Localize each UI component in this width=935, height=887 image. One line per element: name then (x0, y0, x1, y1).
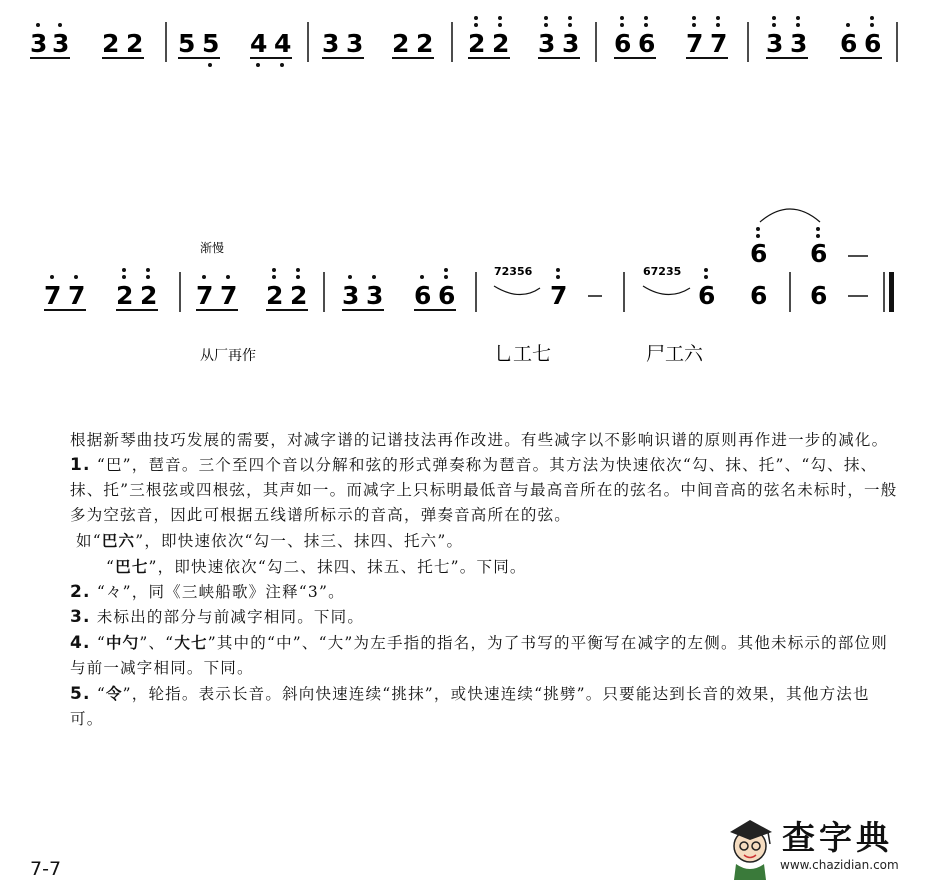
tie (760, 209, 820, 222)
watermark-logo (722, 808, 927, 880)
logo-title: 查字典 (782, 818, 893, 857)
jianpu-score (0, 0, 935, 400)
example-text: ”，即快速依次“勾一、抹三、抹四、托六”。 (135, 532, 464, 550)
item-text: 未标出的部分与前减字相同。下同。 (96, 608, 365, 626)
note: 3 (346, 29, 364, 58)
item-3 (30, 605, 900, 630)
note: 2 (392, 29, 410, 58)
note: 6 (750, 281, 768, 310)
item-glyph: 令 (105, 684, 123, 703)
note: 2 (492, 29, 510, 58)
arpeggio-notes: 72356 (494, 265, 533, 278)
mascot-icon (722, 808, 778, 880)
note: 3 (766, 29, 784, 58)
note: 2 (116, 281, 134, 310)
item-2 (30, 580, 900, 605)
item-1 (30, 453, 900, 528)
note: 6 (414, 281, 432, 310)
item-5 (30, 681, 900, 732)
logo-url: www.chazidian.com (780, 858, 899, 872)
arpeggio-2 (643, 265, 690, 295)
item-number: 1. (70, 455, 91, 475)
arpeggio-notes: 67235 (643, 265, 682, 278)
example-1 (30, 528, 900, 554)
note: 4 (274, 29, 292, 58)
note: 2 (266, 281, 284, 310)
note: 2 (102, 29, 120, 58)
note: 2 (126, 29, 144, 58)
note: 2 (140, 281, 158, 310)
note: 7 (550, 281, 568, 310)
item-text: “巴”，琶音。三个至四个音以分解和弦的形式弹奏称为琶音。其方法为快速依次“勾、抹、托”、“勾、抹、抹、托”三根弦或四根弦，其声如一。而减字上只标明最低音与最高音所在的弦名。中间音高的弦名未标时，一般多为空弦音，因此可根据五线谱所标示的音高，弹奏音高所在的弦。 (70, 456, 898, 524)
tab-instruction: 从厂再作 (200, 348, 256, 364)
item-text: “々”，同《三峡船歌》注释“3”。 (96, 583, 345, 601)
item-text: ”，轮指。表示长音。斜向快速连续“挑抹”，或快速连续“挑劈”。只要能达到长音的效果，其他方法也可。 (70, 685, 870, 728)
note: 7 (44, 281, 62, 310)
example-glyph: 巴六 (101, 531, 136, 550)
final-barline (889, 272, 894, 312)
note: 6 (638, 29, 656, 58)
note: 7 (686, 29, 704, 58)
tab-instruction: 乚工七 (494, 343, 552, 365)
score-row-1 (30, 29, 881, 58)
note: 6 (438, 281, 456, 310)
note: 6 (864, 29, 882, 58)
page-number: 7-7 (30, 858, 62, 880)
item-glyph: 大七 (174, 633, 208, 652)
item-number: 4. (70, 633, 91, 653)
item-number: 3. (70, 607, 91, 627)
note: 4 (250, 29, 268, 58)
arpeggio-1 (494, 265, 540, 295)
tablature-row-2 (200, 343, 704, 365)
note: 5 (178, 29, 196, 58)
note: 6 (810, 281, 828, 310)
score-row-2 (44, 239, 827, 310)
note: 3 (342, 281, 360, 310)
tab-instruction: 尸工六 (646, 343, 704, 365)
note: 3 (790, 29, 808, 58)
item-number: 2. (70, 582, 91, 602)
example-2 (30, 554, 900, 580)
tempo-marking: 渐慢 (200, 241, 225, 255)
note: 7 (220, 281, 238, 310)
note: 6 (614, 29, 632, 58)
note: 2 (290, 281, 308, 310)
note: 2 (468, 29, 486, 58)
note: 6 (750, 239, 768, 268)
note: 7 (68, 281, 86, 310)
item-prefix: “ (96, 685, 106, 703)
example-prefix: 如“ (76, 532, 102, 550)
item-text: ”其中的“中”、“大”为左手指的指名，为了书写的平衡写在减字的左侧。其他未标示的部位则与前一减字相同。下同。 (70, 634, 888, 677)
octave-dots-row-2 (50, 227, 820, 279)
note: 7 (196, 281, 214, 310)
explanation-text (30, 428, 900, 732)
note: 2 (416, 29, 434, 58)
note: 3 (366, 281, 384, 310)
example-prefix: “ (106, 558, 116, 576)
note: 5 (202, 29, 220, 58)
item-glyph: 中勺 (105, 633, 140, 652)
note: 6 (698, 281, 716, 310)
note: 3 (562, 29, 580, 58)
note: 6 (810, 239, 828, 268)
note: 3 (322, 29, 340, 58)
item-number: 5. (70, 684, 91, 704)
item-4: 4. “中勺”、“大七”其中的“中”、“大”为左手指的指名，为了书写的平衡写在减字的左侧。其他未标示的部位则与前一减字相同。下同。 (70, 633, 888, 677)
note: 6 (840, 29, 858, 58)
example-glyph: 巴七 (115, 557, 149, 576)
note: 3 (538, 29, 556, 58)
note: 7 (710, 29, 728, 58)
note: 3 (52, 29, 70, 58)
score-svg (0, 0, 935, 400)
example-text: ”，即快速依次“勾二、抹四、抹五、托七”。下同。 (148, 558, 527, 576)
intro-paragraph: 根据新琴曲技巧发展的需要，对减字谱的记谱技法再作改进。有些减字以不影响识谱的原则再作进一步的减化。 (70, 431, 889, 449)
note: 3 (30, 29, 48, 58)
